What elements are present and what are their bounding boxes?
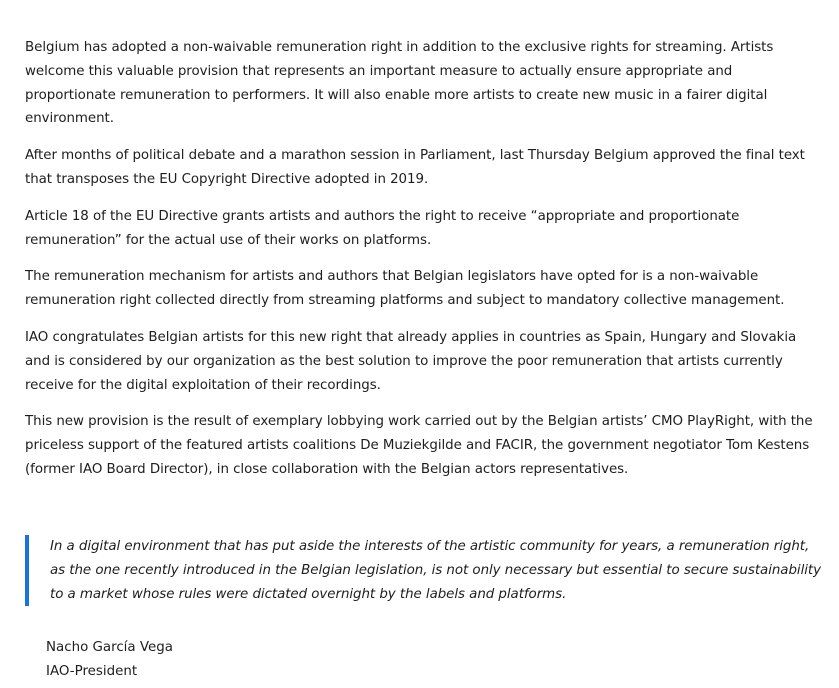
paragraph-article-18: Article 18 of the EU Directive grants artists and authors the right to receive “appropriate and proportionate remuneration” for the actual use of their works on platforms.: [25, 208, 740, 248]
article-body: [25, 36, 825, 495]
paragraph-approval: After months of political debate and a marathon session in Parliament, last Thursday Belgium approved the final text that transposes the EU Copyright Directive adopted in 2019.: [25, 148, 805, 187]
pull-quote-text: In a digital environment that has put aside the interests of the artistic community for years, a remuneration right, as the one recently introduced in the Belgian legislation, is not only necessary but essential to secure sustainability to a market whose rules were dictated overnight by the labels and platforms.: [50, 539, 821, 602]
signature-name: Nacho García Vega: [46, 640, 173, 655]
paragraph-intro: Belgium has adopted a non-waivable remuneration right in addition to the exclusive rights for streaming. Artists welcome this valuable provision that represents an important measure to actually ensure appropriate and proportionate remuneration to performers. It will also enable more artists to create new music in a fairer digital environment.: [25, 40, 774, 127]
signature-block: [46, 636, 173, 684]
signature-title: IAO-President: [46, 663, 138, 679]
paragraph-lobbying: This new provision is the result of exemplary lobbying work carried out by the Belgian artists’ CMO PlayRight, with the priceless support of the featured artists coalitions De Muziekgilde and FACIR, the government negotiator Tom Kestens (former IAO Board Director), in close collaboration with the Belgian actors representatives.: [25, 414, 813, 477]
paragraph-mechanism: The remuneration mechanism for artists and authors that Belgian legislators have opted for is a non-waivable remuneration right collected directly from streaming platforms and subject to mandatory collective management.: [25, 269, 785, 309]
pull-quote: [25, 535, 825, 606]
paragraph-congratulations: IAO congratulates Belgian artists for this new right that already applies in countries as Spain, Hungary and Slovakia and is considered by our organization as the best solution to improve the poor remuneration that artists currently receive for the digital exploitation of their recordings.: [25, 329, 797, 393]
